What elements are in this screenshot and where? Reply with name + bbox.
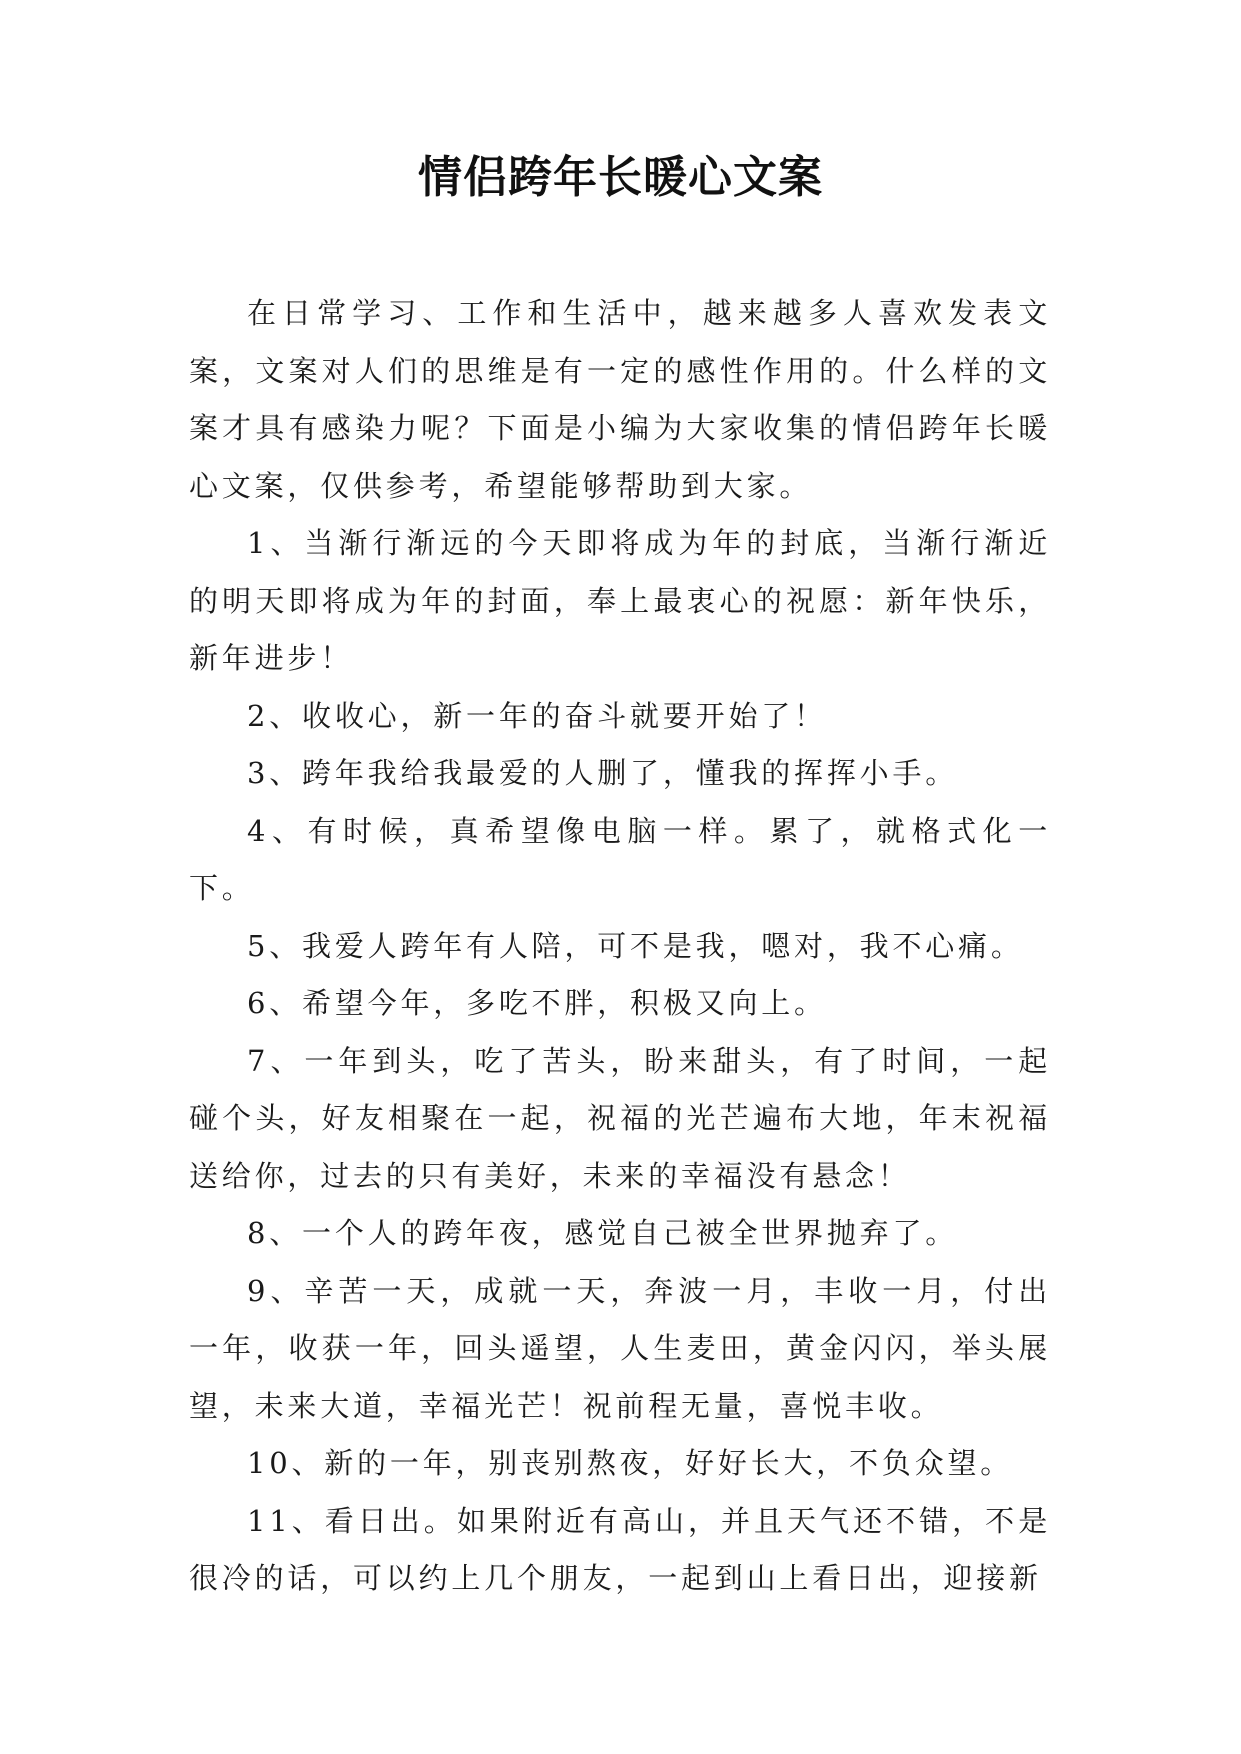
list-item: 11、看日出。如果附近有高山，并且天气还不错，不是很冷的话，可以约上几个朋友，一起到山上看日出，迎接新 xyxy=(189,1503,1051,1595)
list-item: 9、辛苦一天，成就一天，奔波一月，丰收一月，付出一年，收获一年，回头遥望，人生麦田，黄金闪闪，举头展望，未来大道，幸福光芒！祝前程无量，喜悦丰收。 xyxy=(189,1273,1051,1423)
document-title: 情侣跨年长暖心文案 xyxy=(418,152,823,203)
list-item: 3、跨年我给我最爱的人删了，懂我的挥挥小手。 xyxy=(247,756,959,790)
list-item: 10、新的一年，别丧别熬夜，好好长大，不负众望。 xyxy=(247,1446,1014,1480)
document-body xyxy=(189,285,1051,1608)
list-item: 6、希望今年，多吃不胖，积极又向上。 xyxy=(247,986,827,1020)
list-item: 1、当渐行渐远的今天即将成为年的封底，当渐行渐近的明天即将成为年的封面，奉上最衷心的祝愿：新年快乐，新年进步！ xyxy=(189,526,1051,675)
list-item: 8、一个人的跨年夜，感觉自己被全世界抛弃了。 xyxy=(247,1216,959,1250)
intro-paragraph: 在日常学习、工作和生活中，越来越多人喜欢发表文案，文案对人们的思维是有一定的感性作用的。什么样的文案才具有感染力呢？下面是小编为大家收集的情侣跨年长暖心文案，仅供参考，希望能够帮助到大家。 xyxy=(189,296,1051,503)
list-item: 4、有时候，真希望像电脑一样。累了，就格式化一下。 xyxy=(189,813,1051,905)
list-item: 7、一年到头，吃了苦头，盼来甜头，有了时间，一起碰个头，好友相聚在一起，祝福的光芒遍布大地，年末祝福送给你，过去的只有美好，未来的幸福没有悬念！ xyxy=(189,1043,1051,1193)
list-item: 5、我爱人跨年有人陪，可不是我，嗯对，我不心痛。 xyxy=(247,928,1024,963)
list-item: 2、收收心，新一年的奋斗就要开始了！ xyxy=(247,698,827,733)
